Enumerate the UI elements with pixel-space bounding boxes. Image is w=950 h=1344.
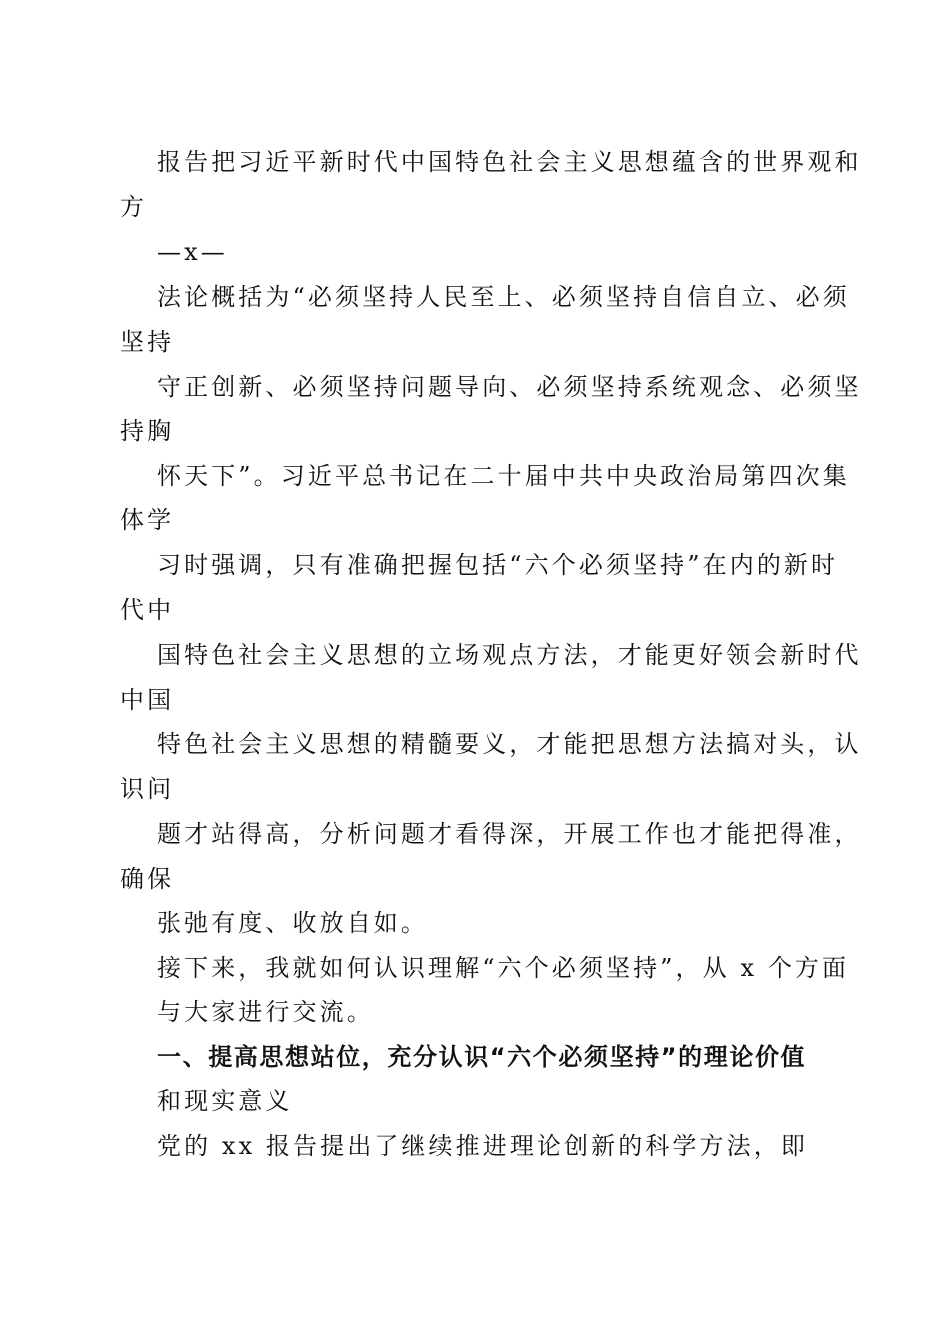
body-text-line: 习时强调，只有准确把握包括“六个必须坚持”在内的新时 <box>157 551 839 579</box>
body-text-line: 特色社会主义思想的精髓要义，才能把思想方法搞对头，认 <box>157 730 862 758</box>
body-text-line: 与大家进行交流。 <box>157 998 374 1026</box>
body-text-line: 持胸 <box>120 417 175 445</box>
body-text-line: 识问 <box>120 775 175 803</box>
body-text-line: 怀天下”。习近平总书记在二十届中共中央政治局第四次集 <box>157 462 850 490</box>
body-text-line: 接下来，我就如何认识理解“六个必须坚持”，从 x 个方面 <box>157 954 850 982</box>
section-heading: 一、提高思想站位，充分认识“六个必须坚持”的理论价值 <box>157 1043 807 1071</box>
body-text-line: 党的 xx 报告提出了继续推进理论创新的科学方法，即 <box>157 1132 808 1160</box>
body-text-line: 体学 <box>120 506 175 534</box>
body-text-line: 方 <box>120 193 148 221</box>
section-heading-continuation: 和现实意义 <box>157 1087 293 1115</box>
body-text-line: 法论概括为“必须坚持人民至上、必须坚持自信自立、必须 <box>157 283 850 311</box>
body-text-line: 国特色社会主义思想的立场观点方法，才能更好领会新时代 <box>157 641 862 669</box>
body-text-line: 确保 <box>120 865 175 893</box>
body-text-line: 代中 <box>120 596 175 624</box>
body-text-line: 题才站得高，分析问题才看得深，开展工作也才能把得准， <box>157 820 862 848</box>
body-text-line: 坚持 <box>120 328 175 356</box>
body-text-line: 守正创新、必须坚持问题导向、必须坚持系统观念、必须坚 <box>157 373 862 401</box>
body-text-line: 报告把习近平新时代中国特色社会主义思想蕴含的世界观和 <box>157 148 862 176</box>
body-text-line: 中国 <box>120 686 175 714</box>
body-text-line: 张弛有度、收放自如。 <box>157 909 428 937</box>
page-marker: —x— <box>157 238 228 266</box>
